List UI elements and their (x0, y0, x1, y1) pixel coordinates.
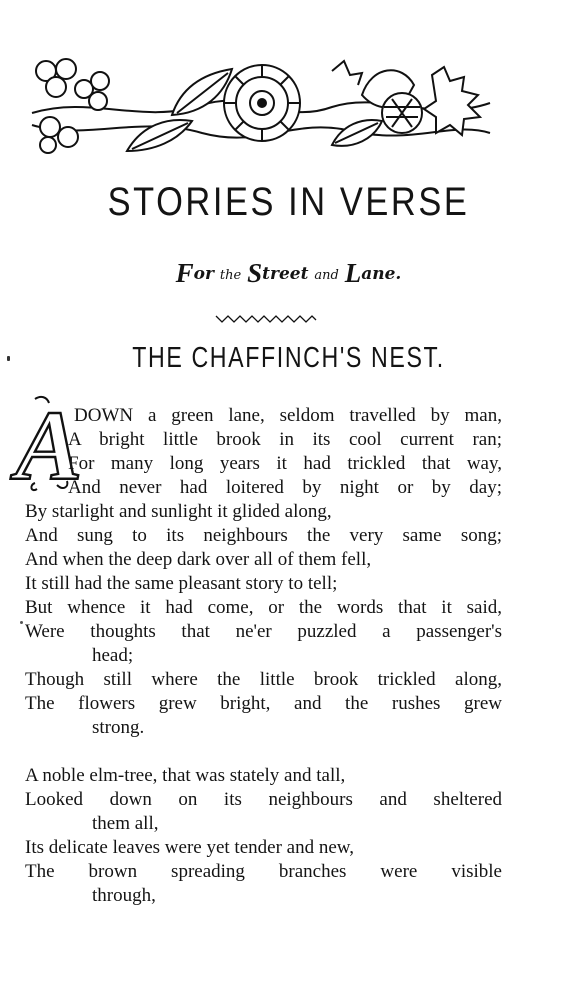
poem-line: And when the deep dark over all of them fell, (25, 549, 372, 570)
floral-header-ornament (32, 55, 490, 153)
subtitle-word-street: treet (262, 264, 309, 284)
drop-cap-a (15, 390, 83, 501)
decorative-flourish (214, 312, 318, 326)
subtitle (0, 258, 577, 289)
poem-line: head; (92, 645, 134, 666)
poem-line: Were thoughts that ne'er puzzled a passenger's (25, 621, 502, 642)
subtitle-cap-l: L (344, 258, 362, 288)
poem-title: THE CHAFFINCH'S NEST. (132, 342, 445, 374)
poem-line: DOWN a green lane, seldom travelled by man, (74, 405, 502, 426)
poem-line: By starlight and sunlight it glided along, (25, 501, 332, 522)
poem-line: through, (92, 885, 156, 906)
margin-mark (7, 356, 10, 361)
poem-line: And never had loitered by night or by day; (68, 477, 502, 498)
margin-mark (20, 621, 23, 624)
subtitle-word-for: or (193, 264, 214, 284)
poem-line: Looked down on its neighbours and sheltered (25, 789, 502, 810)
poem-line: strong. (92, 717, 145, 738)
subtitle-word-and: and (314, 268, 339, 283)
poem-line: The flowers grew bright, and the rushes grew (25, 693, 502, 714)
poem-line: The brown spreading branches were visible (25, 861, 502, 882)
poem-line: A noble elm-tree, that was stately and tall, (25, 765, 346, 786)
poem-line: And sung to its neighbours the very same song; (25, 525, 502, 546)
drop-cap-letter: A (15, 390, 83, 501)
poem-line: Its delicate leaves were yet tender and new, (25, 837, 354, 858)
subtitle-cap-f: F (175, 258, 194, 288)
poem-line: them all, (92, 813, 159, 834)
poem-line: For many long years it had trickled that way, (68, 453, 502, 474)
poem-line: It still had the same pleasant story to tell; (25, 573, 338, 594)
page-title: STORIES IN VERSE (107, 180, 470, 224)
subtitle-word-lane: ane. (361, 264, 402, 284)
subtitle-cap-s: S (247, 258, 263, 288)
subtitle-word-the: the (219, 268, 242, 283)
rose-icon (224, 65, 300, 141)
poem-line: A bright little brook in its cool current ran; (68, 429, 502, 450)
poem-line: But whence it had come, or the words that it said, (25, 597, 502, 618)
poem-line: Though still where the little brook trickled along, (25, 669, 502, 690)
